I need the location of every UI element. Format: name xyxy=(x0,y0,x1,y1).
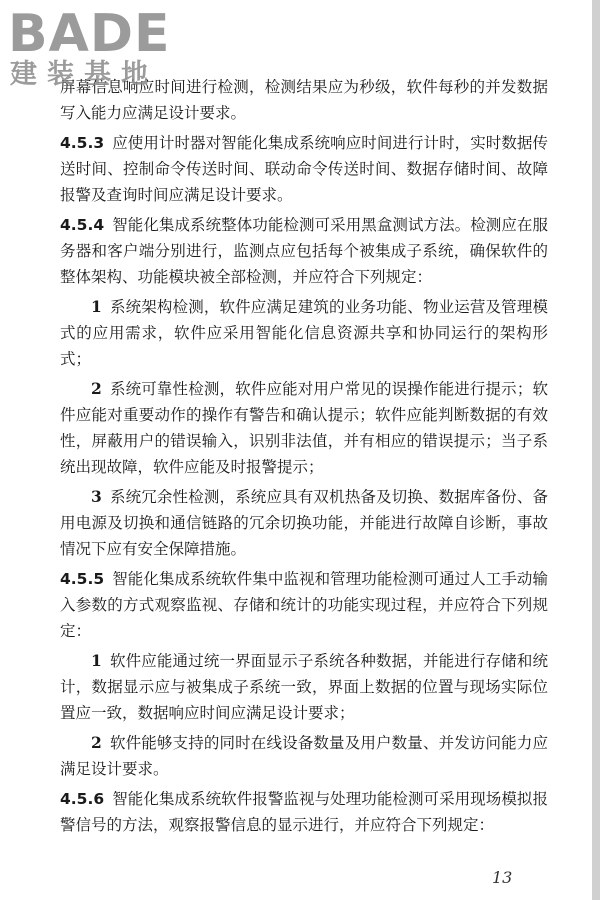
section-text: 智能化集成系统软件报警监视与处理功能检测可采用现场模拟报警信号的方法，观察报警信息的显示进行，并应符合下列规定： xyxy=(60,790,548,834)
item-number: 1 xyxy=(91,297,102,316)
section-number: 4.5.4 xyxy=(60,216,105,234)
section-number: 4.5.3 xyxy=(60,134,105,152)
item-number: 2 xyxy=(91,733,102,752)
list-item xyxy=(60,730,548,782)
section-number: 4.5.6 xyxy=(60,790,105,808)
item-text: 软件应能通过统一界面显示子系统各种数据，并能进行存储和统计，数据显示应与被集成子系统一致，界面上数据的位置与现场实际位置应一致，数据响应时间应满足设计要求； xyxy=(60,652,548,722)
section-number: 4.5.5 xyxy=(60,570,105,588)
item-text: 系统冗余性检测，系统应具有双机热备及切换、数据库备份、备用电源及切换和通信链路的冗余切换功能，并能进行故障自诊断，事故情况下应有安全保障措施。 xyxy=(60,488,548,558)
paragraph-text: 屏幕信息响应时间进行检测，检测结果应为秒级，软件每秒的并发数据写入能力应满足设计要求。 xyxy=(60,78,548,122)
logo-brand: BADE xyxy=(8,4,171,64)
page-edge-shadow xyxy=(592,0,600,900)
bade-logo xyxy=(8,6,178,96)
item-text: 软件能够支持的同时在线设备数量及用户数量、并发访问能力应满足设计要求。 xyxy=(60,734,548,778)
section-4-5-5 xyxy=(60,566,548,644)
logo-subtitle: 建装基地 xyxy=(10,59,158,90)
item-number: 1 xyxy=(91,651,102,670)
item-number: 3 xyxy=(91,487,102,506)
section-4-5-6 xyxy=(60,786,548,838)
list-item xyxy=(60,376,548,480)
item-text: 系统架构检测，软件应满足建筑的业务功能、物业运营及管理模式的应用需求，软件应采用智能化信息资源共享和协同运行的架构形式； xyxy=(60,298,548,368)
section-text: 智能化集成系统软件集中监视和管理功能检测可通过人工手动输入参数的方式观察监视、存储和统计的功能实现过程，并应符合下列规定： xyxy=(60,570,548,640)
item-number: 2 xyxy=(91,379,102,398)
list-item xyxy=(60,648,548,726)
list-item xyxy=(60,294,548,372)
section-text: 应使用计时器对智能化集成系统响应时间进行计时，实时数据传送时间、控制命令传送时间、联动命令传送时间、数据存储时间、故障报警及查询时间应满足设计要求。 xyxy=(60,134,548,204)
list-item xyxy=(60,484,548,562)
section-4-5-3 xyxy=(60,130,548,208)
section-text: 智能化集成系统整体功能检测可采用黑盒测试方法。检测应在服务器和客户端分别进行，监测点应包括每个被集成子系统，确保软件的整体架构、功能模块被全部检测，并应符合下列规定： xyxy=(60,216,548,286)
section-4-5-4 xyxy=(60,212,548,290)
page-number: 13 xyxy=(492,868,513,887)
item-text: 系统可靠性检测，软件应能对用户常见的误操作能进行提示；软件应能对重要动作的操作有警告和确认提示；软件应能判断数据的有效性，屏蔽用户的错误输入，识别非法值，并有相应的错误提示；当子系统出现故障，软件应能及时报警提示； xyxy=(60,380,548,476)
document-body xyxy=(60,74,548,842)
